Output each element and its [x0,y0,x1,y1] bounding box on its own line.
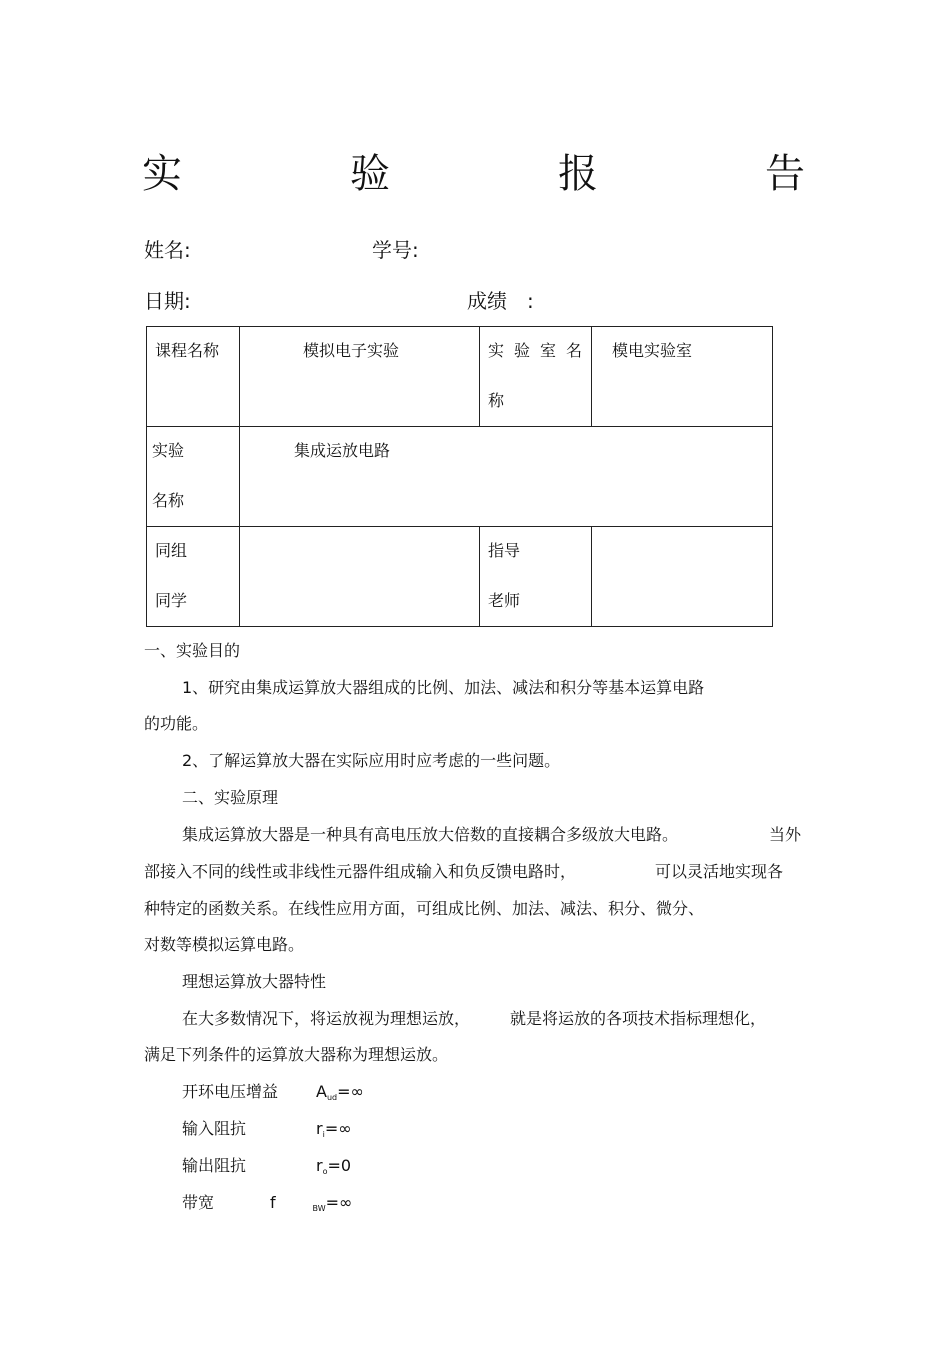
teacher-value-cell [592,527,773,627]
cond-input-impedance-label: 输入阻抗 [182,1119,247,1138]
table-row [147,527,773,627]
ideal-p2-line1b: 就是将运放的各项技术指标理想化， [510,1009,767,1028]
cond-bandwidth-value: f $_{BW}$=∞ [270,1193,353,1213]
student-id-label: 学号: [372,238,419,262]
title-char-4: 告 [765,151,805,197]
lab-label-char: 室 [539,341,556,360]
partner-value-cell [240,527,480,627]
cond-output-impedance-value: $r_o=0$ [316,1156,352,1176]
principle-p1-line4: 对数等模拟运算电路。 [144,935,305,954]
principle-p1-line2b: 可以灵活地实现各 [655,862,784,881]
partner-label-line2: 同学 [155,591,188,610]
table-row [147,427,773,527]
principle-p1-line1b: 当外 [769,825,802,844]
lab-label-line1 [488,326,582,376]
lab-value: 模电实验室 [612,341,693,360]
exp-label-cell [147,427,240,527]
principle-p1-line3: 种特定的函数关系。在线性应用方面，可组成比例、加法、减法、积分、微分、 [144,899,705,918]
partner-label-cell [147,527,240,627]
lab-value-cell [592,327,773,427]
objective-1-line1: 1、研究由集成运算放大器组成的比例、加法、减法和积分等基本运算电路 [182,678,705,697]
principle-p1-line2a: 部接入不同的线性或非线性元器件组成输入和负反馈电路时， [144,862,577,881]
lab-label-char: 名 [565,341,582,360]
teacher-label [480,514,591,626]
lab-label [480,314,591,426]
cond-gain-value: $A_{ud}=\infty$ [316,1082,364,1102]
title-char-1: 实 [142,151,182,197]
course-label: 课程名称 [155,341,220,360]
teacher-label-line1: 指导 [488,541,521,560]
lab-label-char: 实 [488,341,505,360]
title-char-2: 验 [350,151,390,197]
partner-value [240,514,479,526]
objective-1-line2: 的功能。 [144,714,209,733]
exp-value-cell [240,427,773,527]
table-row [147,327,773,427]
partner-label-line1: 同组 [155,541,188,560]
cond-bandwidth-label: 带宽 [182,1193,215,1212]
section-1-heading: 一、实验目的 [144,641,241,660]
cond-gain-label: 开环电压增益 [182,1082,279,1101]
teacher-label-cell [480,527,592,627]
lab-label-cell [480,327,592,427]
title-char-3: 报 [558,151,598,197]
objective-2: 2、了解运算放大器在实际应用时应考虑的一些问题。 [182,751,561,770]
ideal-p2-line1a: 在大多数情况下，将运放视为理想运放， [182,1009,471,1028]
section-2-heading: 二、实验原理 [182,788,279,807]
lab-label-char: 验 [513,341,530,360]
teacher-value [592,514,772,526]
teacher-label-line2: 老师 [488,591,521,610]
exp-label-line1: 实验 [152,441,185,460]
exp-label [147,414,239,526]
ideal-opamp-heading: 理想运算放大器特性 [182,972,327,991]
cond-input-impedance-value: $r_i=\infty$ [316,1119,352,1139]
principle-p1-line1a: 集成运算放大器是一种具有高电压放大倍数的直接耦合多级放大电路。 [182,825,679,844]
score-label: 成绩 : [467,289,534,313]
name-label: 姓名: [144,238,191,262]
info-table [146,326,773,627]
date-label: 日期: [144,289,191,313]
lab-label-line2: 称 [488,391,505,410]
ideal-p2-line2: 满足下列条件的运算放大器称为理想运放。 [144,1045,449,1064]
course-value-cell [240,327,480,427]
cond-output-impedance-label: 输出阻抗 [182,1156,247,1175]
course-label-cell [147,327,240,427]
course-value: 模拟电子实验 [303,341,400,360]
exp-label-line2: 名称 [152,491,185,510]
partner-label [147,514,239,626]
exp-value: 集成运放电路 [294,441,391,460]
